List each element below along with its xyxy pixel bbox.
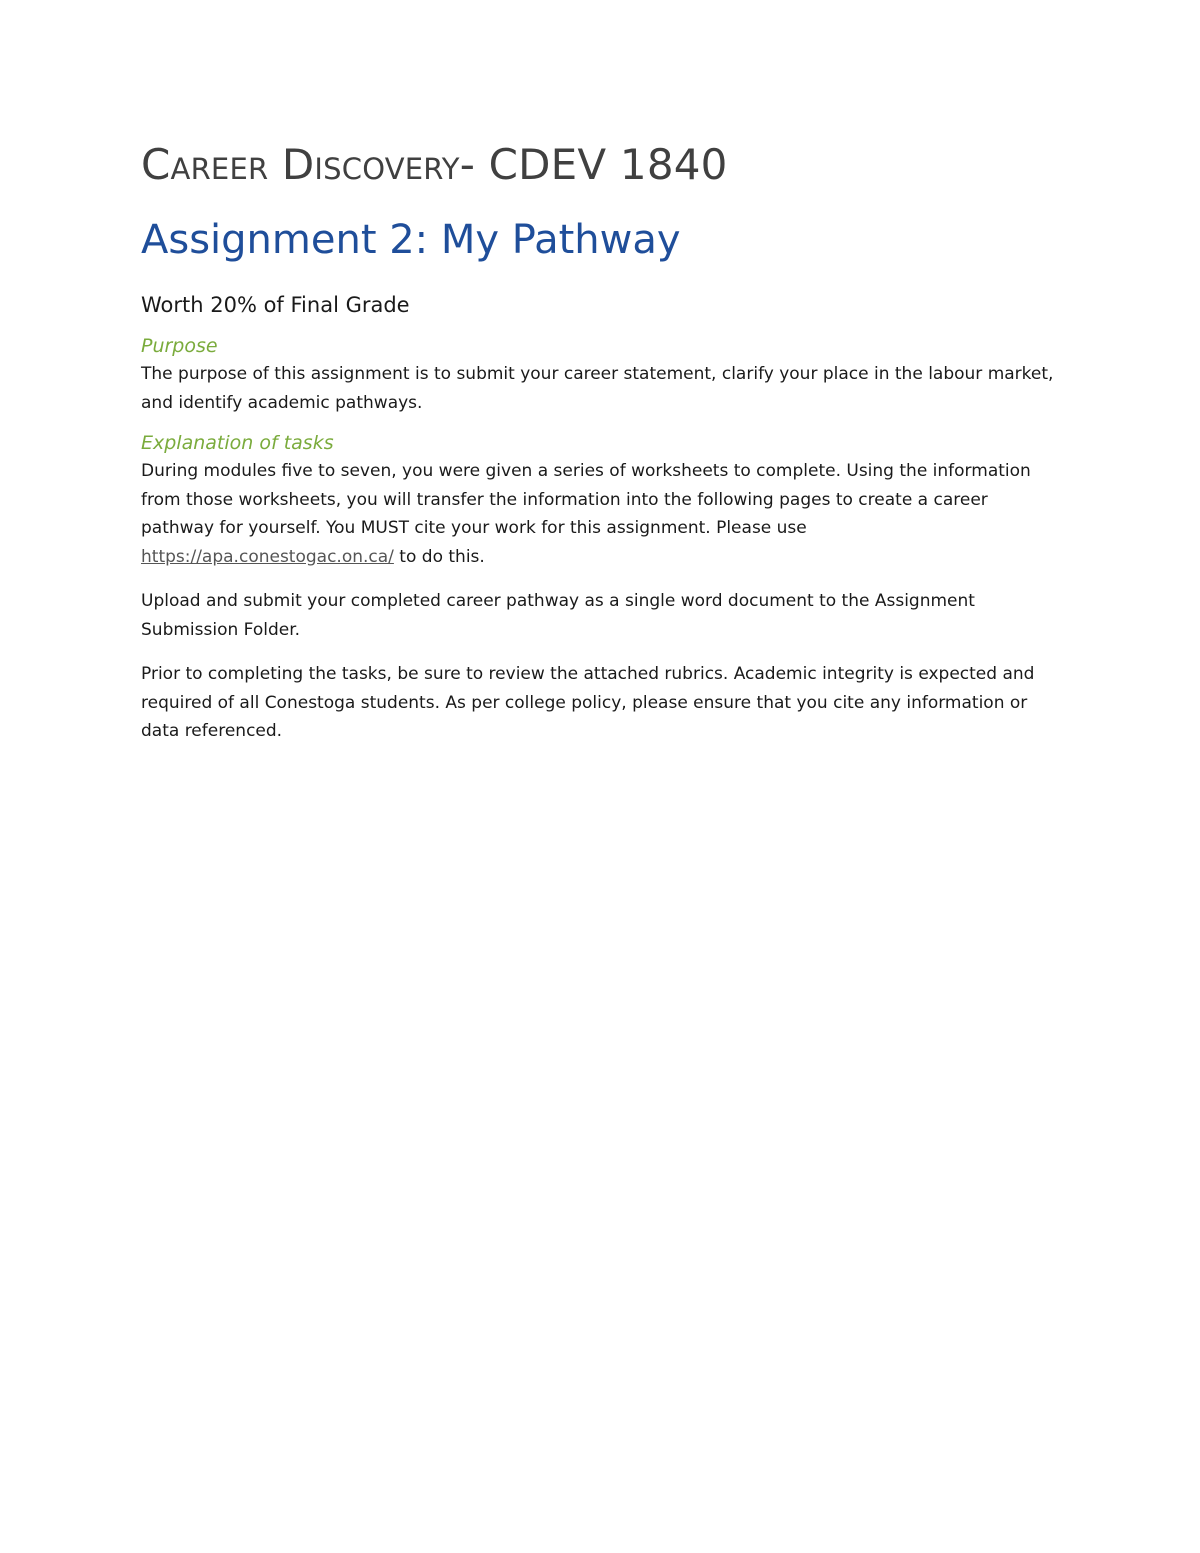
tasks-text-after-link: to do this. (393, 546, 485, 567)
tasks-paragraph (141, 457, 1061, 571)
upload-paragraph: Upload and submit your completed career pathway as a single word document to the Assignment Submission Folder. (141, 591, 975, 640)
tasks-text-before-link: During modules five to seven, you were given a series of worksheets to complete. Using the information from those worksheets, you will transfer the information into the following pages to create a career pathway for yourself. You MUST cite your work for this assignment. Please use (141, 461, 1031, 538)
purpose-heading: Purpose (141, 335, 218, 357)
grade-weight: Worth 20% of Final Grade (141, 293, 410, 317)
integrity-paragraph: Prior to completing the tasks, be sure to review the attached rubrics. Academic integrity is expected and required of all Conestoga students. As per college policy, please ensure that you cite any information or data referenced. (141, 664, 1035, 741)
course-title-code: - CDEV 1840 (459, 140, 728, 189)
document-page (141, 138, 1061, 746)
purpose-paragraph: The purpose of this assignment is to submit your career statement, clarify your place in the labour market, and identify academic pathways. (141, 364, 1054, 413)
tasks-heading: Explanation of tasks (141, 432, 334, 454)
assignment-title: Assignment 2: My Pathway (141, 217, 681, 263)
course-title (141, 138, 1061, 192)
course-title-name: Career Discovery (141, 140, 460, 189)
apa-citation-link[interactable]: https://apa.conestogac.on.ca/ (141, 546, 394, 567)
